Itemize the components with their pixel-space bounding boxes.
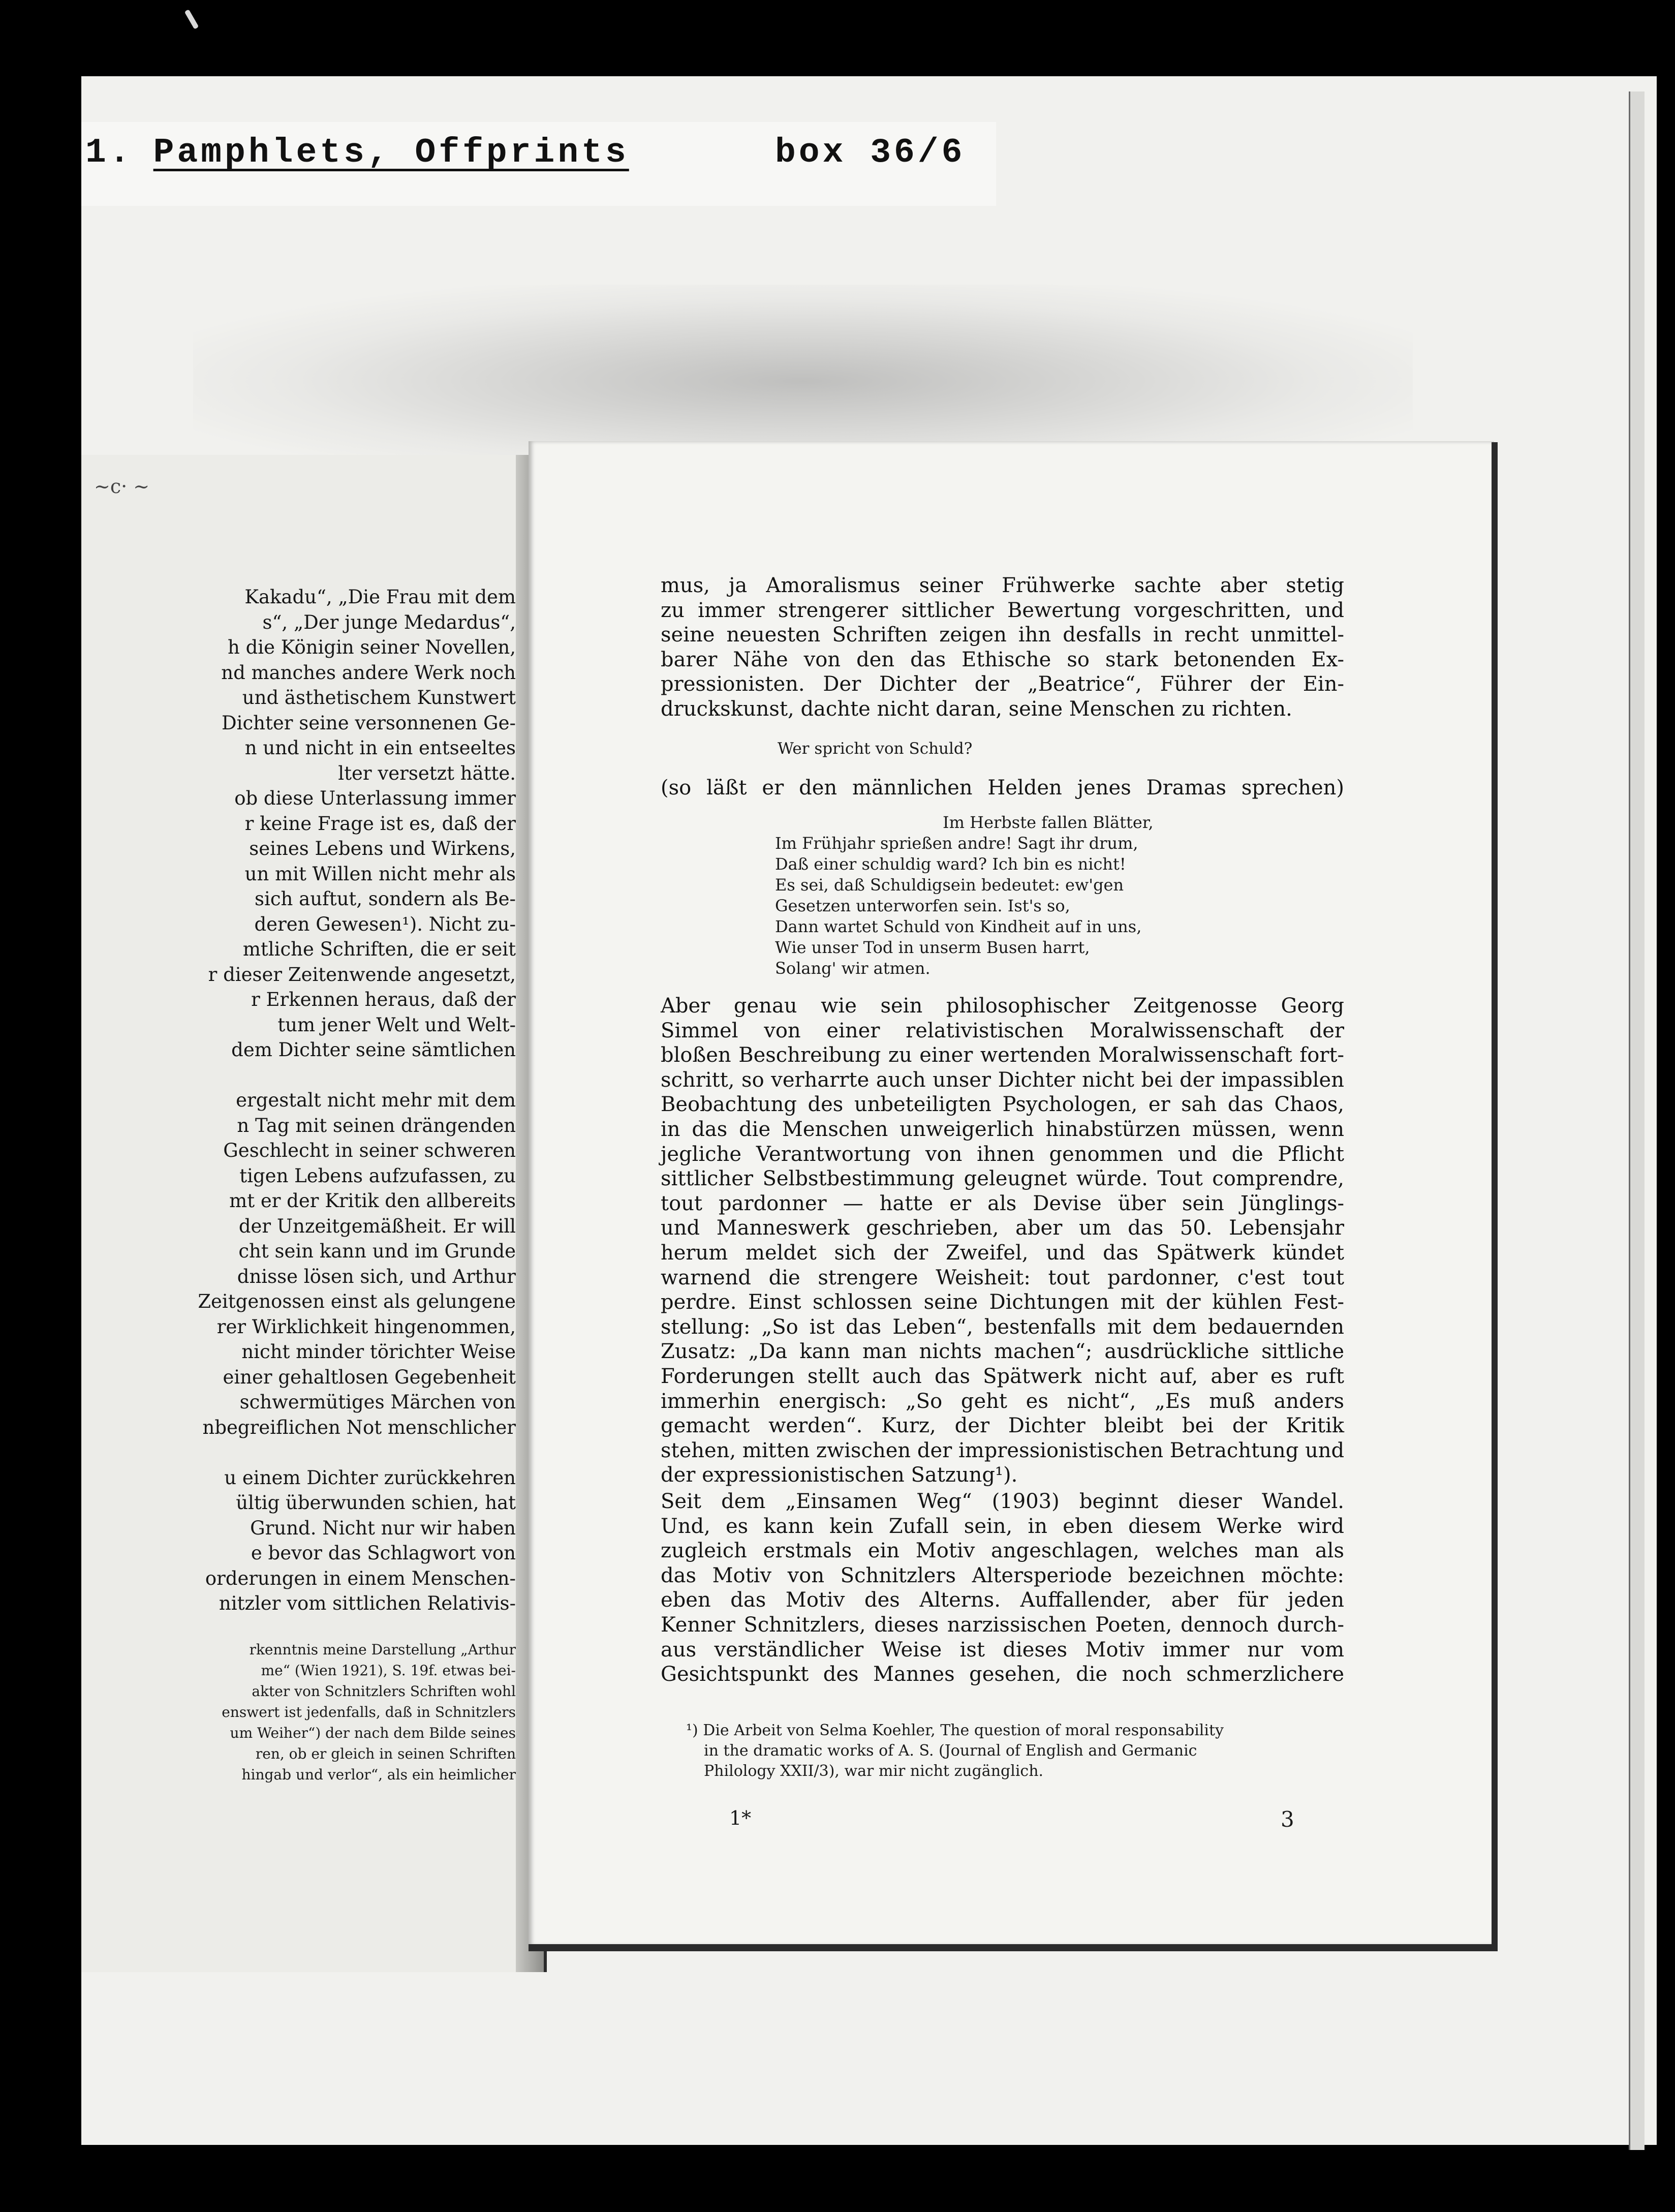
page-number: 3 [1281, 1807, 1294, 1832]
left-text-line: ergestalt nicht mehr mit dem [236, 1089, 516, 1111]
body-line: druckskunst, dachte nicht daran, seine Menschen zu richten. [661, 697, 1292, 721]
footnote-line: Philology XXII/3), war mir nicht zugänglich. [704, 1762, 1044, 1780]
body-line: das Motiv von Schnitzlers Altersperiode bezeichnen möchte: [661, 1563, 1344, 1587]
label-title: Pamphlets, Offprints [153, 133, 629, 172]
left-text-line [81, 1440, 516, 1465]
left-note-line: me“ (Wien 1921), S. 19f. etwas bei- [261, 1662, 516, 1679]
left-text-line: Grund. Nicht nur wir haben [250, 1517, 516, 1539]
left-note-line: ren, ob er gleich in seinen Schriften [255, 1745, 516, 1762]
film-mark [184, 9, 199, 29]
left-text-line: s“, „Der junge Medardus“, [262, 611, 516, 633]
poem-quote [775, 812, 1154, 979]
left-text-line: nitzler vom sittlichen Relativis- [219, 1592, 516, 1614]
left-text-line: tum jener Welt und Welt- [277, 1013, 516, 1036]
body-line: perdre. Einst schlossen seine Dichtungen mit der kühlen Fest- [661, 1291, 1344, 1314]
left-note-line: akter von Schnitzlers Schriften wohl [252, 1683, 516, 1700]
footnote-line: in the dramatic works of A. S. (Journal of English and Germanic [704, 1742, 1197, 1760]
left-text-line: orderungen in einem Menschen- [205, 1567, 516, 1589]
left-text-line: mtliche Schriften, die er seit [242, 938, 516, 960]
poem-line: Es sei, daß Schuldigsein bedeutet: ew'gen [775, 875, 1124, 895]
left-text-line: n und nicht in ein entseeltes [244, 737, 516, 759]
body-line: barer Nähe von den das Ethische so stark betonenden Ex- [661, 648, 1344, 671]
left-text-line: h die Königin seiner Novellen, [228, 636, 516, 658]
poem-line: Dann wartet Schuld von Kindheit auf in uns, [775, 917, 1142, 936]
left-text-line: r dieser Zeitenwende angesetzt, [208, 963, 516, 986]
body-line: Gesichtspunkt des Mannes gesehen, die noch schmerzlichere [661, 1663, 1344, 1686]
body-line: Beobachtung des unbeteiligten Psychologen, er sah das Chaos, [661, 1093, 1344, 1117]
left-text-line: nbegreiflichen Not menschlicher [202, 1416, 516, 1438]
left-text-line: tigen Lebens aufzufassen, zu [239, 1164, 516, 1187]
body-line: eben das Motiv des Alterns. Auffallender, aber für jeden [661, 1588, 1344, 1612]
body-line: Simmel von einer relativistischen Moralwissenschaft der [661, 1019, 1344, 1042]
quote-question: Wer spricht von Schuld? [778, 740, 973, 758]
body-line: gemacht werden“. Kurz, der Dichter bleibt bei der Kritik [661, 1414, 1344, 1438]
left-note-line: rkenntnis meine Darstellung „Arthur [249, 1641, 516, 1658]
left-text-line: n Tag mit seinen drängenden [237, 1114, 516, 1136]
left-text-line: nd manches andere Werk noch [221, 661, 516, 684]
right-page-edge [1492, 442, 1498, 1947]
left-text-line: ob diese Unterlassung immer [234, 787, 516, 809]
signature-mark: 1* [729, 1807, 752, 1829]
left-text-line: nicht minder törichter Weise [241, 1341, 516, 1363]
label-box-number: box 36/6 [775, 133, 966, 172]
poem-line: Wie unser Tod in unserm Busen harrt, [775, 938, 1090, 957]
body-line: stellung: „So ist das Leben“, bestenfalls mit dem bedauernden [661, 1315, 1344, 1339]
body-line: schritt, so verharrte auch unser Dichter nicht bei der impassiblen [661, 1068, 1344, 1092]
left-text-line: dnisse lösen sich, und Arthur [237, 1265, 516, 1287]
left-note-line: enswert ist jedenfalls, daß in Schnitzlers [222, 1704, 516, 1721]
poem-line: Solang' wir atmen. [775, 959, 930, 978]
left-text-line: ültig überwunden schien, hat [236, 1492, 516, 1514]
left-text-line: deren Gewesen¹). Nicht zu- [254, 913, 516, 935]
body-line: zu immer strengerer sittlicher Bewertung vorgeschritten, und [661, 598, 1344, 622]
footnote-line: ¹) Die Arbeit von Selma Koehler, The question of moral responsability [686, 1722, 1224, 1739]
body-line: bloßen Beschreibung zu einer wertenden Moralwissenschaft fort- [661, 1043, 1344, 1067]
body-line: Und, es kann kein Zufall sein, in eben diesem Werke wird [661, 1514, 1344, 1538]
left-page-text [81, 585, 516, 1616]
left-text-line: r Erkennen heraus, daß der [251, 989, 516, 1010]
left-text-line: lter versetzt hätte. [338, 762, 516, 784]
left-text-line: e bevor das Schlagwort von [251, 1542, 516, 1564]
left-text-line [81, 1063, 516, 1088]
body-line: Aber genau wie sein philosophischer Zeitgenosse Georg [661, 994, 1344, 1018]
poem-line: Gesetzen unterworfen sein. Ist's so, [775, 896, 1070, 915]
body-line: Forderungen stellt auch das Spätwerk nicht auf, aber es ruft [661, 1364, 1344, 1388]
body-line: herum meldet sich der Zweifel, und das Spätwerk kündet [661, 1241, 1344, 1265]
poem-line: Daß einer schuldig ward? Ich bin es nicht! [775, 854, 1126, 874]
left-text-line: un mit Willen nicht mehr als [244, 863, 516, 885]
left-text-line: der Unzeitgemäßheit. Er will [238, 1215, 516, 1237]
footnote [686, 1721, 1354, 1781]
left-text-line: einer gehaltlosen Gegebenheit [223, 1366, 516, 1388]
paragraph-1 [661, 573, 1344, 722]
label-number: 1. [85, 133, 133, 172]
body-line: Seit dem „Einsamen Weg“ (1903) beginnt dieser Wandel. [661, 1490, 1344, 1513]
sheet-edge [1629, 91, 1645, 2150]
left-text-line: mt er der Kritik den allbereits [229, 1190, 516, 1212]
left-text-line: schwermütiges Märchen von [239, 1391, 516, 1413]
body-line: aus verständlicher Weise ist dieses Motiv immer nur vom [661, 1638, 1344, 1662]
body-line: immerhin energisch: „So geht es nicht“, „Es muß anders [661, 1389, 1344, 1413]
left-text-line: sich auftut, sondern als Be- [255, 888, 516, 910]
left-text-line: und ästhetischem Kunstwert [242, 687, 516, 709]
left-note-line: um Weiher“) der nach dem Bilde seines [230, 1725, 516, 1741]
left-note-line: hingab und verlor“, als ein heimlicher [241, 1766, 516, 1783]
left-text-line: Dichter seine versonnenen Ge- [221, 712, 516, 734]
left-text-line: Zeitgenossen einst als gelungene [198, 1291, 516, 1312]
left-text-line: dem Dichter seine sämtlichen [231, 1039, 516, 1061]
body-line: in das die Menschen unweigerlich hinabstürzen müssen, wenn [661, 1117, 1344, 1141]
body-line: mus, ja Amoralismus seiner Frühwerke sachte aber stetig [661, 574, 1344, 597]
body-line: Kenner Schnitzlers, dieses narzissischen Poeten, dennoch durch- [661, 1613, 1344, 1637]
paragraph-2 [661, 994, 1344, 1488]
body-line: zugleich erstmals ein Motiv angeschlagen, welches man als [661, 1539, 1344, 1563]
left-text-line: Kakadu“, „Die Frau mit dem [244, 586, 516, 608]
left-text-line: Geschlecht in seiner schweren [223, 1140, 516, 1161]
body-line: tout pardonner — hatte er als Devise über sein Jünglings- [661, 1191, 1344, 1215]
body-line: Zusatz: „Da kann man nichts machen“; ausdrückliche sittliche [661, 1340, 1344, 1364]
body-line: der expressionistischen Satzung¹). [661, 1463, 1018, 1487]
body-line: stehen, mitten zwischen der impressionistischen Betrachtung und [661, 1438, 1345, 1462]
left-text-line: rer Wirklichkeit hingenommen, [216, 1315, 516, 1338]
left-text-line: cht sein kann und im Grunde [238, 1240, 516, 1262]
body-line: seine neuesten Schriften zeigen ihn desfalls in recht unmittel- [661, 623, 1344, 647]
left-page [81, 455, 547, 1972]
archive-label-title [85, 133, 629, 172]
right-page-bottom-edge [529, 1944, 1498, 1951]
left-text-line: seines Lebens und Wirkens, [249, 838, 516, 859]
pencil-scribble: ~c· ~ [94, 475, 150, 498]
poem-line: Im Frühjahr sprießen andre! Sagt ihr drum, [775, 834, 1138, 853]
body-line: sittlicher Selbstbestimmung geleugnet würde. Tout comprendre, [661, 1167, 1344, 1191]
left-page-footnotes [81, 1639, 516, 1785]
body-line: warnend die strengere Weisheit: tout pardonner, c'est tout [661, 1266, 1344, 1289]
body-line: und Manneswerk geschrieben, aber um das 50. Lebensjahr [661, 1216, 1344, 1240]
body-line: jegliche Verantwortung von ihnen genommen und die Pflicht [661, 1142, 1344, 1166]
left-text-line: r keine Frage ist es, daß der [244, 812, 516, 835]
body-line: pressionisten. Der Dichter der „Beatrice“, Führer der Ein- [661, 672, 1344, 696]
left-text-line: u einem Dichter zurückkehren [224, 1466, 516, 1489]
poem-line: Im Herbste fallen Blätter, [943, 813, 1154, 832]
paragraph-3 [661, 1489, 1344, 1687]
stage-direction: (so läßt er den männlichen Helden jenes Dramas sprechen) [661, 776, 1344, 800]
